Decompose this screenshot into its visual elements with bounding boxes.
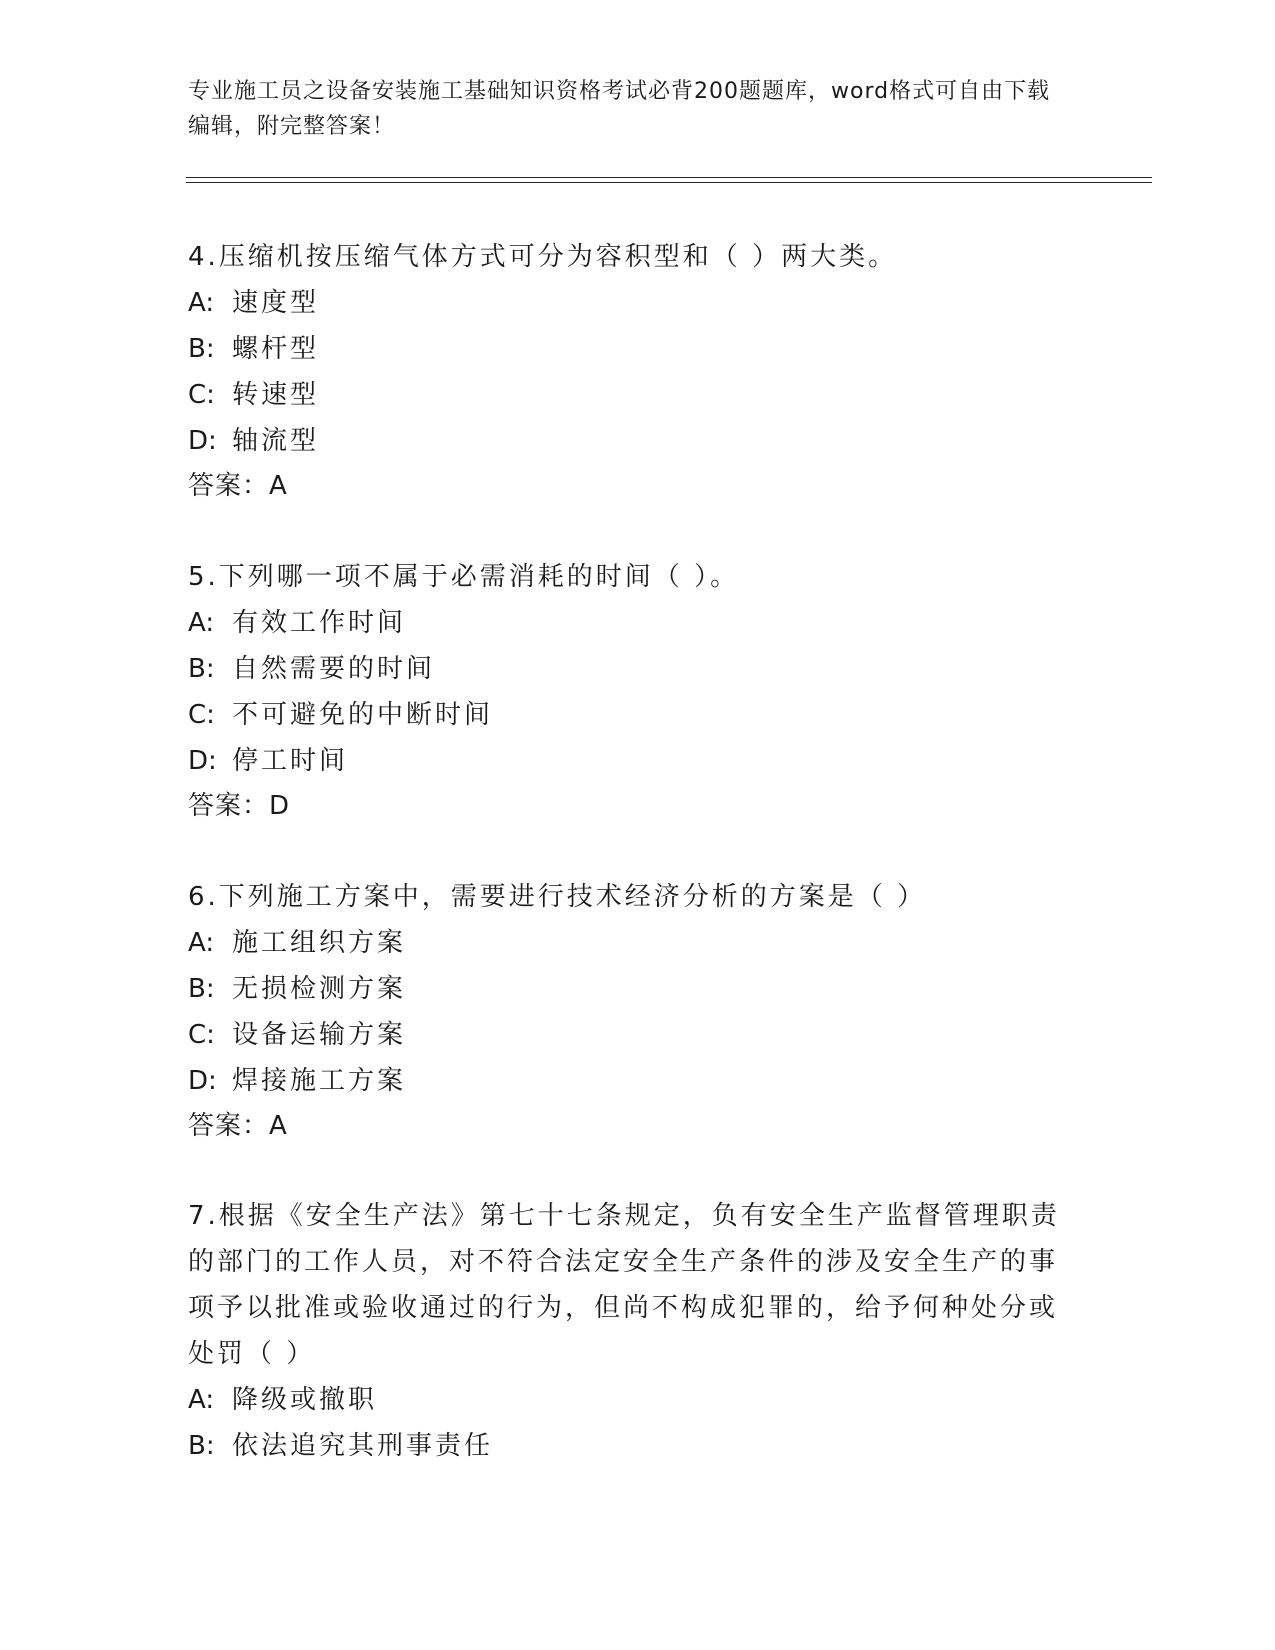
header-rule-bottom xyxy=(186,182,1152,183)
option-d xyxy=(188,738,1068,784)
option-text: 螺杆型 xyxy=(232,334,320,364)
option-letter: B: xyxy=(188,974,215,1004)
option-b xyxy=(188,326,1068,372)
option-letter: B: xyxy=(188,334,215,364)
header-rule-top xyxy=(186,177,1152,178)
option-a xyxy=(188,600,1068,646)
option-text: 施工组织方案 xyxy=(232,928,407,958)
option-text: 停工时间 xyxy=(232,746,349,776)
question-stem: 7.根据《安全生产法》第七十七条规定，负有安全生产监督管理职责的部门的工作人员，对不符合法定安全生产条件的涉及安全生产的事项予以批准或验收通过的行为，但尚不构成犯罪的，给予何种处分或处罚（ ） xyxy=(188,1201,1060,1369)
option-b xyxy=(188,646,1068,692)
option-letter: B: xyxy=(188,1431,215,1461)
option-a xyxy=(188,1377,1068,1423)
option-letter: C: xyxy=(188,1020,215,1050)
option-b xyxy=(188,966,1068,1012)
question-stem: 4.压缩机按压缩气体方式可分为容积型和（ ）两大类。 xyxy=(188,242,898,272)
option-d xyxy=(188,418,1068,464)
option-text: 设备运输方案 xyxy=(232,1020,407,1050)
option-letter: D: xyxy=(188,1066,217,1096)
option-letter: C: xyxy=(188,380,215,410)
answer: 答案：D xyxy=(188,791,291,821)
option-a xyxy=(188,280,1068,326)
question-stem: 5.下列哪一项不属于必需消耗的时间（ ）。 xyxy=(188,562,740,592)
option-text: 焊接施工方案 xyxy=(232,1066,407,1096)
option-letter: D: xyxy=(188,746,217,776)
option-letter: A: xyxy=(188,288,215,318)
option-c xyxy=(188,372,1068,418)
option-text: 不可避免的中断时间 xyxy=(232,700,494,730)
option-text: 自然需要的时间 xyxy=(232,654,436,684)
option-text: 速度型 xyxy=(232,288,320,318)
option-text: 转速型 xyxy=(232,380,320,410)
option-text: 无损检测方案 xyxy=(232,974,407,1004)
option-letter: B: xyxy=(188,654,215,684)
option-text: 轴流型 xyxy=(232,426,320,456)
option-letter: A: xyxy=(188,608,215,638)
option-text: 有效工作时间 xyxy=(232,608,407,638)
answer: 答案：A xyxy=(188,1111,288,1141)
option-text: 降级或撤职 xyxy=(232,1385,378,1415)
option-d xyxy=(188,1058,1068,1104)
answer: 答案：A xyxy=(188,471,288,501)
question-4 xyxy=(188,234,1068,508)
option-letter: C: xyxy=(188,700,215,730)
question-6 xyxy=(188,874,1068,1148)
option-b xyxy=(188,1423,1068,1469)
question-7 xyxy=(188,1193,1068,1469)
option-letter: D: xyxy=(188,426,217,456)
option-text: 依法追究其刑事责任 xyxy=(232,1431,494,1461)
option-a xyxy=(188,920,1068,966)
document-header: 专业施工员之设备安装施工基础知识资格考试必背200题题库，word格式可自由下载编辑，附完整答案！ xyxy=(188,79,1051,139)
option-c xyxy=(188,692,1068,738)
option-letter: A: xyxy=(188,928,215,958)
question-stem: 6.下列施工方案中，需要进行技术经济分析的方案是（ ） xyxy=(188,882,927,912)
option-letter: A: xyxy=(188,1385,215,1415)
question-5 xyxy=(188,554,1068,828)
option-c xyxy=(188,1012,1068,1058)
